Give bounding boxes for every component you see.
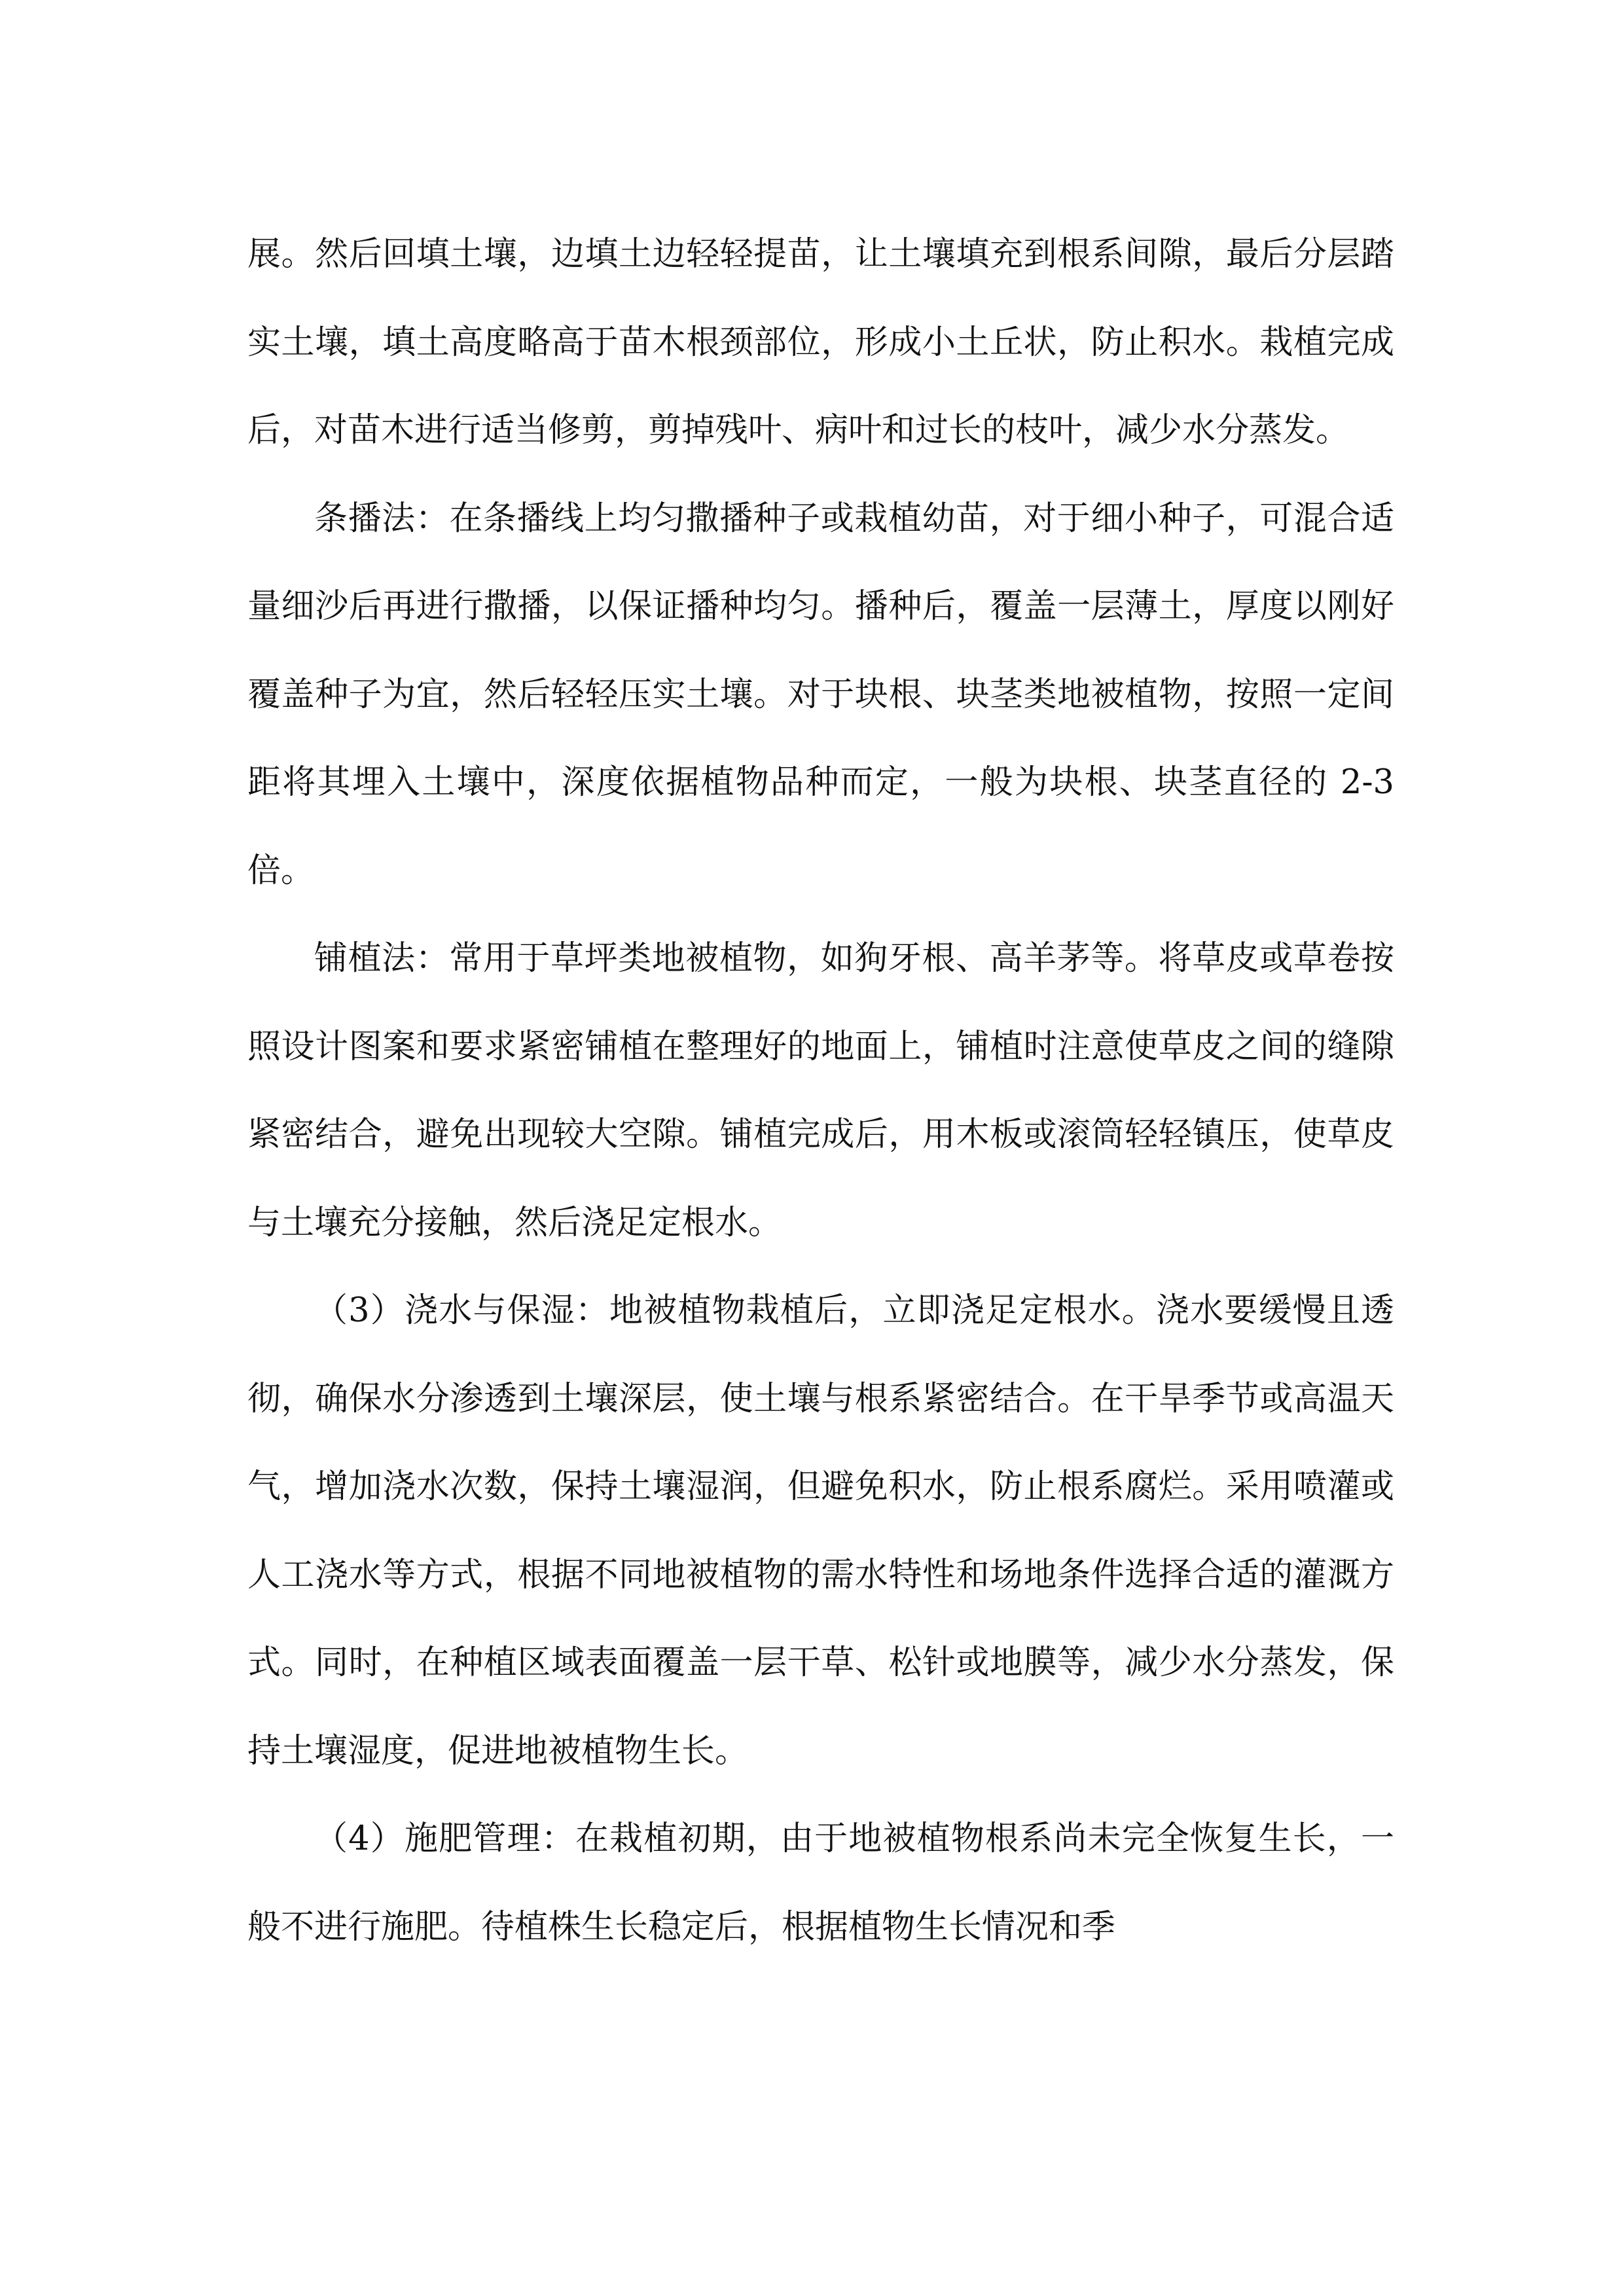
body-text: [247, 211, 1394, 1971]
paragraph-drill-seeding: 条播法：在条播线上均匀撒播种子或栽植幼苗，对于细小种子，可混合适量细沙后再进行撒播，以保证播种均匀。播种后，覆盖一层薄土，厚度以刚好覆盖种子为宜，然后轻轻压实土壤。对于块根、块茎类地被植物，按照一定间距将其埋入土壤中，深度依据植物品种而定，一般为块根、块茎直径的 2-3 倍。: [247, 499, 1394, 890]
paragraph-watering: （3）浇水与保湿：地被植物栽植后，立即浇足定根水。浇水要缓慢且透彻，确保水分渗透到土壤深层，使土壤与根系紧密结合。在干旱季节或高温天气，增加浇水次数，保持土壤湿润，但避免积水，防止根系腐烂。采用喷灌或人工浇水等方式，根据不同地被植物的需水特性和场地条件选择合适的灌溉方式。同时，在种植区域表面覆盖一层干草、松针或地膜等，减少水分蒸发，保持土壤湿度，促进地被植物生长。: [247, 1291, 1394, 1770]
paragraph-continuation: 展。然后回填土壤，边填土边轻轻提苗，让土壤填充到根系间隙，最后分层踏实土壤，填土高度略高于苗木根颈部位，形成小土丘状，防止积水。栽植完成后，对苗木进行适当修剪，剪掉残叶、病叶和过长的枝叶，减少水分蒸发。: [247, 235, 1394, 450]
paragraph-sod-laying: 铺植法：常用于草坪类地被植物，如狗牙根、高羊茅等。将草皮或草卷按照设计图案和要求紧密铺植在整理好的地面上，铺植时注意使草皮之间的缝隙紧密结合，避免出现较大空隙。铺植完成后，用木板或滚筒轻轻镇压，使草皮与土壤充分接触，然后浇足定根水。: [247, 939, 1394, 1242]
paragraph-fertilizing: （4）施肥管理：在栽植初期，由于地被植物根系尚未完全恢复生长，一般不进行施肥。待植株生长稳定后，根据植物生长情况和季: [247, 1820, 1394, 1946]
